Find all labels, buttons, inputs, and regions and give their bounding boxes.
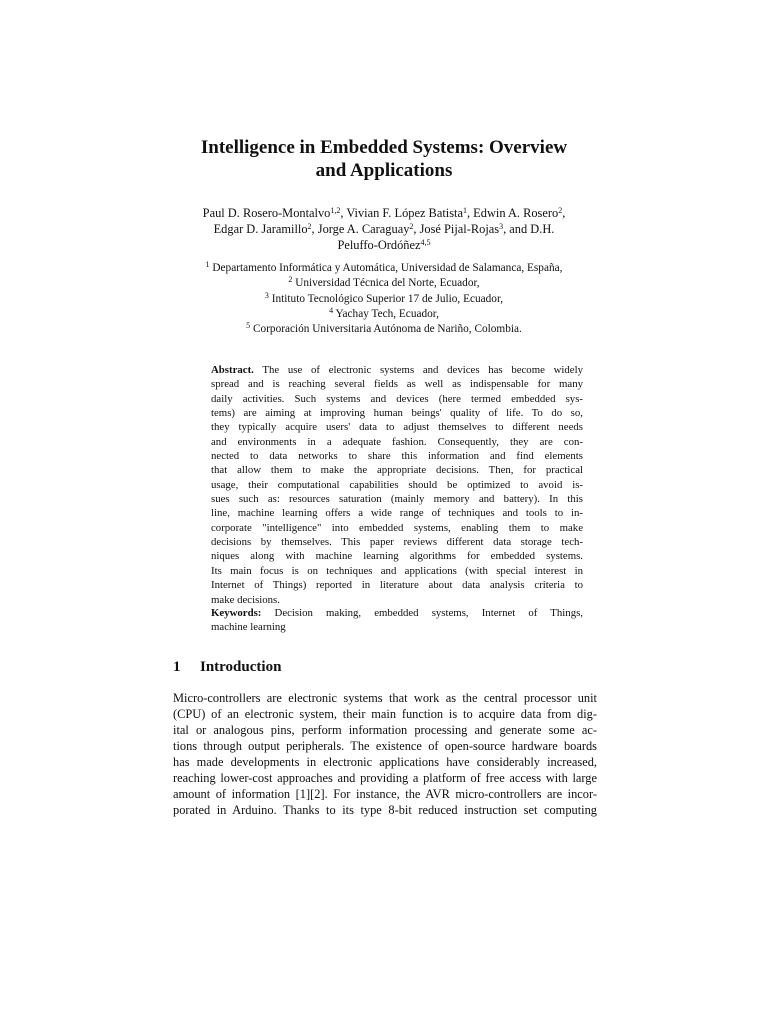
keywords-line	[211, 606, 583, 620]
intro-paragraph	[173, 690, 597, 818]
title-line: Intelligence in Embedded Systems: Overview	[200, 137, 568, 158]
affiliation-number: 2	[288, 275, 293, 285]
paragraph-line: amount of information [1][2]. For instance, the AVR micro-controllers are incor-	[173, 787, 597, 801]
author-name: , Vivian F. López Batista	[340, 206, 463, 220]
abstract-line: line, machine learning offers a wide range of techniques and tools to in-	[211, 507, 583, 520]
abstract-line: Internet of Things) reported in literature about data analysis criteria to	[211, 579, 583, 592]
author-affil-sup: 2	[307, 222, 312, 231]
author-line	[150, 205, 618, 221]
author-name: Edgar D. Jaramillo	[213, 222, 308, 236]
affiliation	[150, 322, 618, 337]
abstract-line: that allow them to make the appropriate decisions. Then, for practical	[211, 464, 583, 477]
affiliation-number: 3	[264, 290, 269, 300]
author-name: , Edwin A. Rosero	[466, 206, 559, 220]
abstract-line	[211, 363, 583, 377]
abstract-line: corporate "intelligence" into embedded systems, enabling them to make	[211, 521, 583, 534]
paragraph-line: ital or analogous pins, perform information processing and generate some ac-	[173, 723, 597, 737]
abstract-line: decisions by themselves. This paper reviews different data storage tech-	[211, 536, 583, 549]
section-title: Introduction	[200, 659, 282, 675]
affiliation-text: Yachay Tech, Ecuador,	[335, 307, 439, 320]
author-name: , José Pijal-Rojas	[413, 222, 500, 236]
author-affil-sup: 2	[558, 206, 563, 215]
abstract-line: they typically acquire users' data to adjust themselves to different needs	[211, 421, 583, 434]
affiliation-number: 4	[329, 305, 334, 315]
abstract-line: and environments in a adequate fashion. Consequently, they are con-	[211, 435, 583, 448]
abstract-label: Abstract.	[211, 364, 254, 376]
section-number: 1	[173, 659, 181, 675]
keywords-label: Keywords:	[211, 607, 262, 619]
author-affil-sup: 2	[409, 222, 414, 231]
author-name: Peluffo-Ordóñez	[337, 238, 421, 252]
abstract-line: sues such as: resources saturation (mainly memory and battery). In this	[211, 493, 583, 506]
affiliation	[150, 307, 618, 322]
keywords	[211, 606, 583, 635]
keywords-text: Decision making, embedded systems, Internet of Things,	[274, 607, 584, 619]
paragraph-line: (CPU) of an electronic system, their main function is to acquire data from dig-	[173, 707, 597, 721]
paragraph-line: Micro-controllers are electronic systems that work as the central processor unit	[173, 691, 597, 705]
paragraph-line: reaching lower-cost approaches and providing a platform of free access with large	[173, 771, 597, 785]
abstract-line: Its main focus is on techniques and applications (with special interest in	[211, 564, 583, 577]
author-name: , Jorge A. Caraguay	[311, 222, 410, 236]
paragraph-line: tions through output peripherals. The existence of open-source hardware boards	[173, 739, 597, 753]
author-affil-sup: 3	[499, 222, 504, 231]
affiliation-text: Departamento Informática y Automática, Universidad de Salamanca, España,	[212, 262, 563, 274]
author-list	[150, 205, 618, 253]
abstract-line: spread and is reaching several fields as well as indispensable for many	[211, 378, 583, 391]
affiliation	[150, 292, 618, 307]
author-name: , and D.H.	[503, 222, 555, 236]
abstract-text: The use of electronic systems and devices has become widely	[262, 364, 583, 376]
abstract-line: niques along with machine learning algorithms for embedded systems.	[211, 550, 583, 563]
paper-title	[0, 136, 768, 182]
section-heading	[173, 657, 613, 677]
author-line	[150, 221, 618, 237]
affiliation-number: 1	[205, 260, 210, 269]
author-affil-sup: 1,2	[330, 206, 341, 215]
author-name: Paul D. Rosero-Montalvo	[202, 206, 331, 220]
author-affil-sup: 1	[462, 206, 467, 215]
paragraph-line: has made developments in electronic applications have considerably increased,	[173, 755, 597, 769]
paragraph-line: porated in Arduino. Thanks to its type 8-bit reduced instruction set computing	[173, 803, 597, 817]
abstract-line: tems) are aiming at improving human beings' quality of life. To do so,	[211, 407, 583, 420]
abstract-line: daily activities. Such systems and devices (here termed embedded sys-	[211, 392, 583, 405]
abstract-line: nected to data networks to share this information and find elements	[211, 450, 583, 463]
keywords-line: machine learning	[211, 621, 286, 634]
abstract-line: usage, their computational capabilities should be optimized to avoid is-	[211, 478, 583, 491]
title-line: and Applications	[315, 160, 453, 181]
author-line	[150, 237, 618, 253]
affiliation-list	[150, 261, 618, 337]
affiliation-number: 5	[246, 321, 251, 331]
affiliation-text: Intituto Tecnológico Superior 17 de Julio, Ecuador,	[271, 292, 504, 305]
abstract	[211, 363, 583, 607]
affiliation	[150, 261, 618, 276]
author-affil-sup: 4,5	[420, 238, 431, 247]
affiliation	[150, 276, 618, 291]
author-separator: ,	[562, 206, 566, 220]
affiliation-text: Corporación Universitaria Autónoma de Nariño, Colombia.	[252, 323, 522, 336]
abstract-line: make decisions.	[211, 593, 280, 606]
affiliation-text: Universidad Técnica del Norte, Ecuador,	[295, 277, 480, 290]
